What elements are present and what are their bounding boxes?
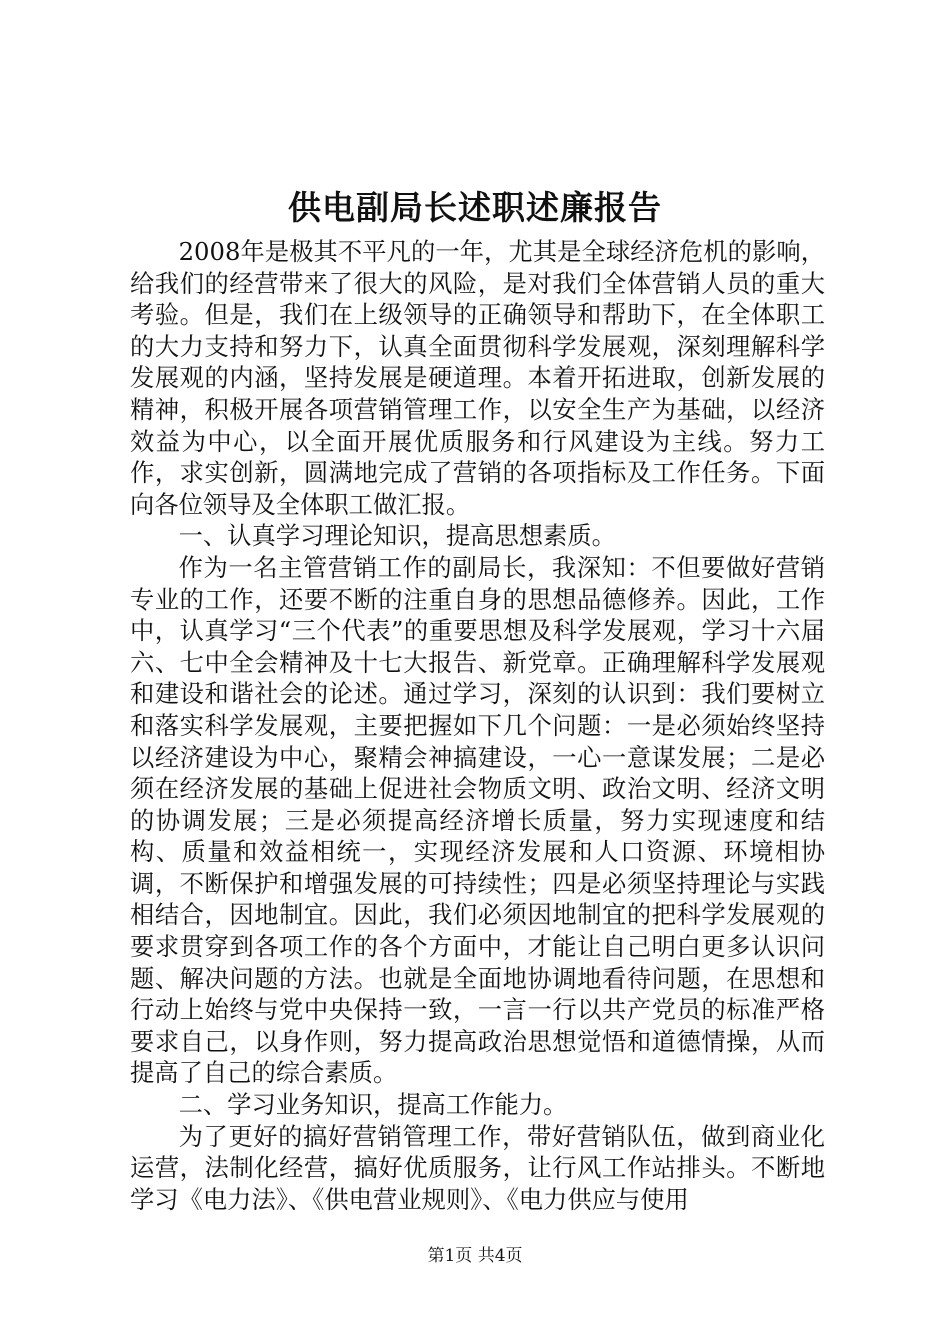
section-2-paragraph: 为了更好的搞好营销管理工作，带好营销队伍，做到商业化运营，法制化经营，搞好优质服务，让行风工作站排头。不断地学习《电力法》、《供电营业规则》、《电力供应与使用: [130, 1121, 825, 1214]
document-body: [130, 236, 825, 1215]
document-title: 供电副局长述职述廉报告: [288, 188, 662, 227]
section-heading-2: 二、学习业务知识，提高工作能力。: [178, 1090, 568, 1120]
intro-paragraph: 2008年是极其不平凡的一年，尤其是全球经济危机的影响，给我们的经营带来了很大的风险，是对我们全体营销人员的重大考验。但是，我们在上级领导的正确领导和帮助下，在全体职工的大力支持和努力下，认真全面贯彻科学发展观，深刻理解科学发展观的内涵，坚持发展是硬道理。本着开拓进取，创新发展的精神，积极开展各项营销管理工作，以安全生产为基础，以经济效益为中心，以全面开展优质服务和行风建设为主线。努力工作，求实创新，圆满地完成了营销的各项指标及工作任务。下面向各位领导及全体职工做汇报。: [130, 237, 825, 519]
section-heading-1: 一、认真学习理论知识，提高思想素质。: [178, 521, 616, 551]
section-1-paragraph: 作为一名主管营销工作的副局长，我深知：不但要做好营销专业的工作，还要不断的注重自身的思想品德修养。因此，工作中，认真学习“三个代表”的重要思想及科学发展观，学习十六届六、七中全会精神及十七大报告、新党章。正确理解科学发展观和建设和谐社会的论述。通过学习，深刻的认识到：我们要树立和落实科学发展观，主要把握如下几个问题：一是必须始终坚持以经济建设为中心，聚精会神搞建设，一心一意谋发展；二是必须在经济发展的基础上促进社会物质文明、政治文明、经济文明的协调发展；三是必须提高经济增长质量，努力实现速度和结构、质量和效益相统一，实现经济发展和人口资源、环境相协调，不断保护和增强发展的可持续性；四是必须坚持理论与实践相结合，因地制宜。因此，我们必须因地制宜的把科学发展观的要求贯穿到各项工作的各个方面中，才能让自己明白更多认识问题、解决问题的方法。也就是全面地协调地看待问题，在思想和行动上始终与党中央保持一致，一言一行以共产党员的标准严格要求自己，以身作则，努力提高政治思想觉悟和道德情操，从而提高了自己的综合素质。: [130, 552, 825, 1088]
page-number-footer: 第1页 共4页: [427, 1246, 523, 1266]
